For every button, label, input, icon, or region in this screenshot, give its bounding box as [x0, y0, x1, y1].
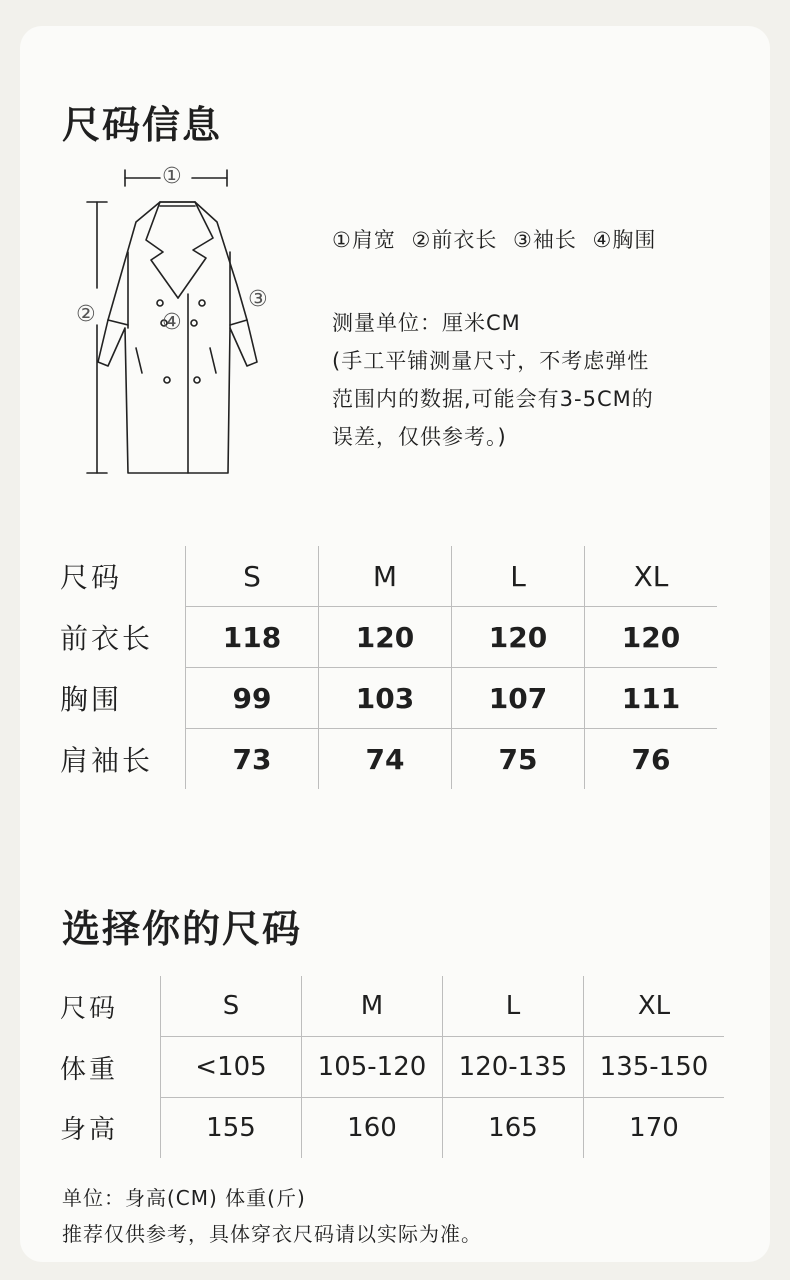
header-size-m: M	[319, 546, 452, 607]
header-size-s: S	[161, 976, 302, 1037]
header-label: 尺码	[60, 993, 119, 1024]
table-cell: 120	[452, 607, 585, 668]
size-recommend-table	[60, 976, 724, 1158]
table-cell: 170	[584, 1098, 725, 1159]
table-cell: 103	[319, 668, 452, 729]
table-row	[60, 668, 717, 729]
header-size-xl: XL	[584, 976, 725, 1037]
footnotes	[62, 1180, 482, 1252]
table-cell: 76	[585, 729, 718, 790]
table-row	[60, 1098, 724, 1159]
unit-line: 范围内的数据,可能会有3-5CM的	[332, 387, 654, 411]
marker-length: ②	[76, 302, 96, 327]
row-label: 前衣长	[60, 622, 154, 655]
table-cell: 160	[302, 1098, 443, 1159]
table-row	[60, 729, 717, 790]
unit-note	[332, 304, 732, 456]
row-label: 肩袖长	[60, 743, 154, 777]
table-cell: 120	[585, 607, 718, 668]
table-cell: 118	[186, 607, 319, 668]
size-info-title: 尺码信息	[62, 103, 223, 147]
table-cell: 155	[161, 1098, 302, 1159]
unit-line: (手工平铺测量尺寸，不考虑弹性	[332, 349, 650, 373]
table-cell: 120	[319, 607, 452, 668]
marker-shoulder: ①	[162, 164, 182, 189]
header-size-m: M	[302, 976, 443, 1037]
row-label: 体重	[60, 1054, 119, 1085]
select-size-title: 选择你的尺码	[62, 907, 303, 951]
row-label: 身高	[60, 1115, 119, 1146]
header-size-s: S	[186, 546, 319, 607]
header-label: 尺码	[60, 561, 123, 595]
header-size-l: L	[452, 546, 585, 607]
table-header-row	[60, 546, 717, 607]
table-cell: 74	[319, 729, 452, 790]
measurement-table	[60, 546, 717, 789]
footnote-disclaimer: 推荐仅供参考，具体穿衣尺码请以实际为准。	[62, 1222, 482, 1246]
table-cell: 111	[585, 668, 718, 729]
table-cell: 120-135	[443, 1037, 584, 1098]
table-cell: 135-150	[584, 1037, 725, 1098]
table-row	[60, 607, 717, 668]
table-cell: 75	[452, 729, 585, 790]
header-size-xl: XL	[585, 546, 718, 607]
table-cell: 105-120	[302, 1037, 443, 1098]
unit-line: 测量单位：厘米CM	[332, 311, 521, 335]
table-cell: 165	[443, 1098, 584, 1159]
marker-chest: ④	[162, 310, 182, 335]
row-label: 胸围	[60, 683, 123, 716]
table-header-row	[60, 976, 724, 1037]
table-cell: 107	[452, 668, 585, 729]
footnote-unit: 单位：身高(CM) 体重(斤)	[62, 1186, 306, 1210]
unit-line: 误差，仅供参考。)	[332, 425, 507, 449]
header-size-l: L	[443, 976, 584, 1037]
table-cell: 99	[186, 668, 319, 729]
table-cell: <105	[161, 1037, 302, 1098]
measurement-legend: ①肩宽 ②前衣长 ③袖长 ④胸围	[332, 228, 657, 252]
table-row	[60, 1037, 724, 1098]
table-cell: 73	[186, 729, 319, 790]
marker-sleeve: ③	[248, 287, 268, 312]
